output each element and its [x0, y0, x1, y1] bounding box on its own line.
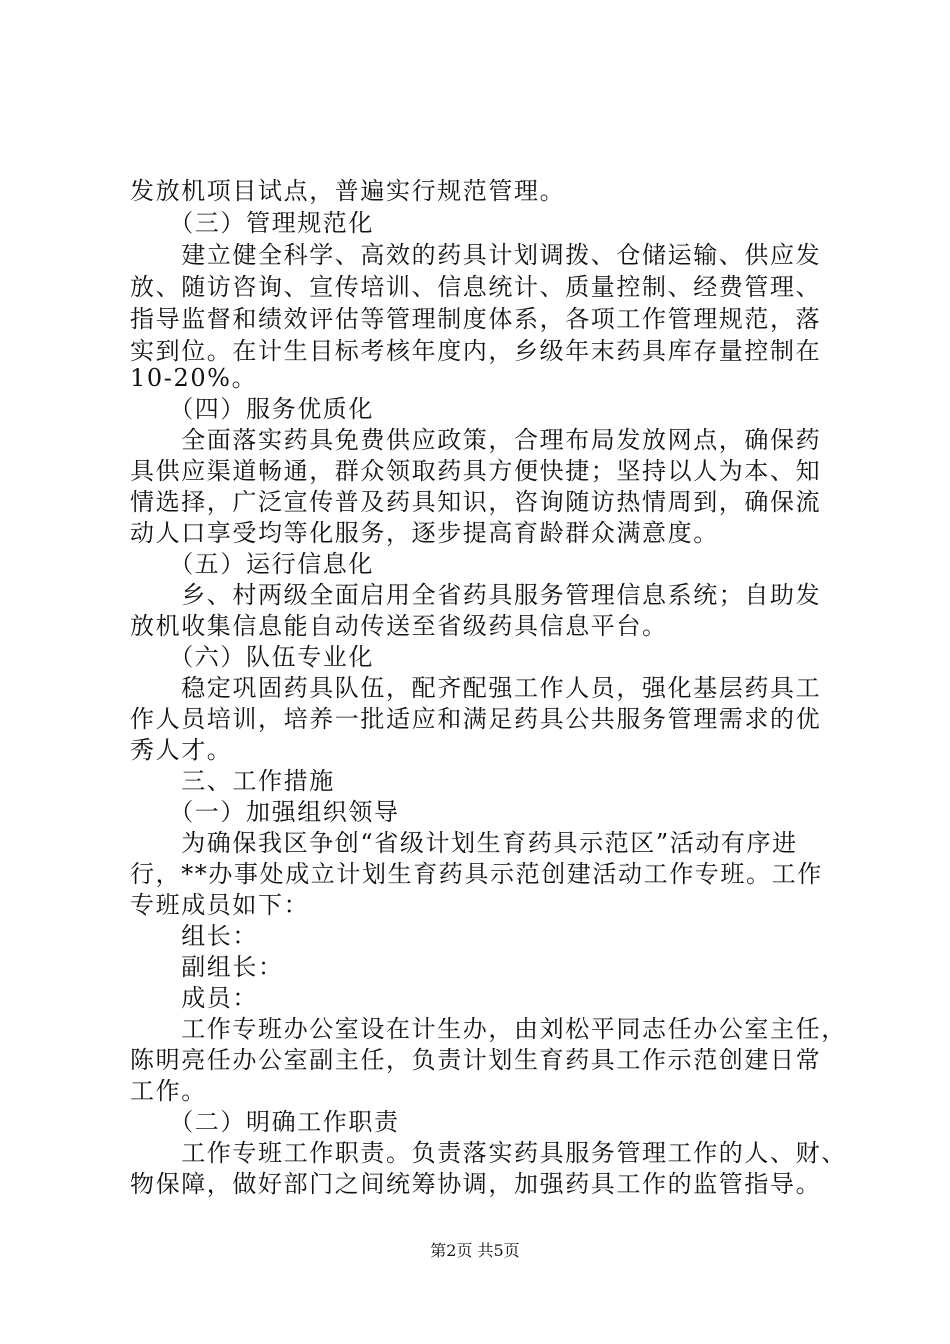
text-line: 秀人才。 [130, 736, 233, 764]
section-heading: （一）加强组织领导 [130, 798, 400, 826]
text-line: 动人口享受均等化服务，逐步提高育龄群众满意度。 [130, 519, 719, 547]
text-line: 工作专班办公室设在计生办，由刘松平同志任办公室主任， [130, 1015, 847, 1043]
section-heading: （二）明确工作职责 [130, 1108, 400, 1136]
text-line: 全面落实药具免费供应政策，合理布局发放网点，确保药 [130, 426, 822, 454]
text-line: 工作专班工作职责。负责落实药具服务管理工作的人、财、 [130, 1139, 847, 1167]
text-line: 组长： [130, 922, 258, 950]
text-line: 放机收集信息能自动传送至省级药具信息平台。 [130, 612, 668, 640]
text-line: 稳定巩固药具队伍，配齐配强工作人员，强化基层药具工 [130, 674, 822, 702]
text-line: 副组长： [130, 953, 284, 981]
text-line: 放、随访咨询、宣传培训、信息统计、质量控制、经费管理、 [130, 273, 822, 301]
section-heading: （四）服务优质化 [130, 395, 374, 423]
text-line: 10-20%。 [130, 364, 258, 392]
text-line: 建立健全科学、高效的药具计划调拨、仓储运输、供应发 [130, 241, 822, 269]
text-line: 行，**办事处成立计划生育药具示范创建活动工作专班。工作 [130, 860, 823, 888]
text-line: 作人员培训，培养一批适应和满足药具公共服务管理需求的优 [130, 705, 822, 733]
section-heading: （五）运行信息化 [130, 550, 374, 578]
text-line: 物保障，做好部门之间统筹协调，加强药具工作的监管指导。 [130, 1170, 822, 1198]
text-line: 专班成员如下： [130, 891, 310, 919]
text-line: 陈明亮任办公室副主任，负责计划生育药具工作示范创建日常 [130, 1046, 822, 1074]
text-line: 工作。 [130, 1077, 207, 1105]
text-line: 指导监督和绩效评估等管理制度体系，各项工作管理规范，落 [130, 305, 822, 333]
section-heading: （三）管理规范化 [130, 209, 374, 237]
text-line: 乡、村两级全面启用全省药具服务管理信息系统；自助发 [130, 581, 822, 609]
text-line: 情选择，广泛宣传普及药具知识，咨询随访热情周到，确保流 [130, 488, 822, 516]
text-line: 实到位。在计生目标考核年度内，乡级年末药具库存量控制在 [130, 337, 822, 365]
section-heading: （六）队伍专业化 [130, 643, 374, 671]
section-heading: 三、工作措施 [130, 767, 335, 795]
text-line: 发放机项目试点，普遍实行规范管理。 [130, 177, 566, 205]
text-line: 成员： [130, 984, 258, 1012]
text-line: 为确保我区争创“省级计划生育药具示范区”活动有序进 [130, 829, 798, 857]
text-line: 具供应渠道畅通，群众领取药具方便快捷；坚持以人为本、知 [130, 457, 822, 485]
page-number-footer: 第2页 共5页 [430, 1241, 520, 1260]
